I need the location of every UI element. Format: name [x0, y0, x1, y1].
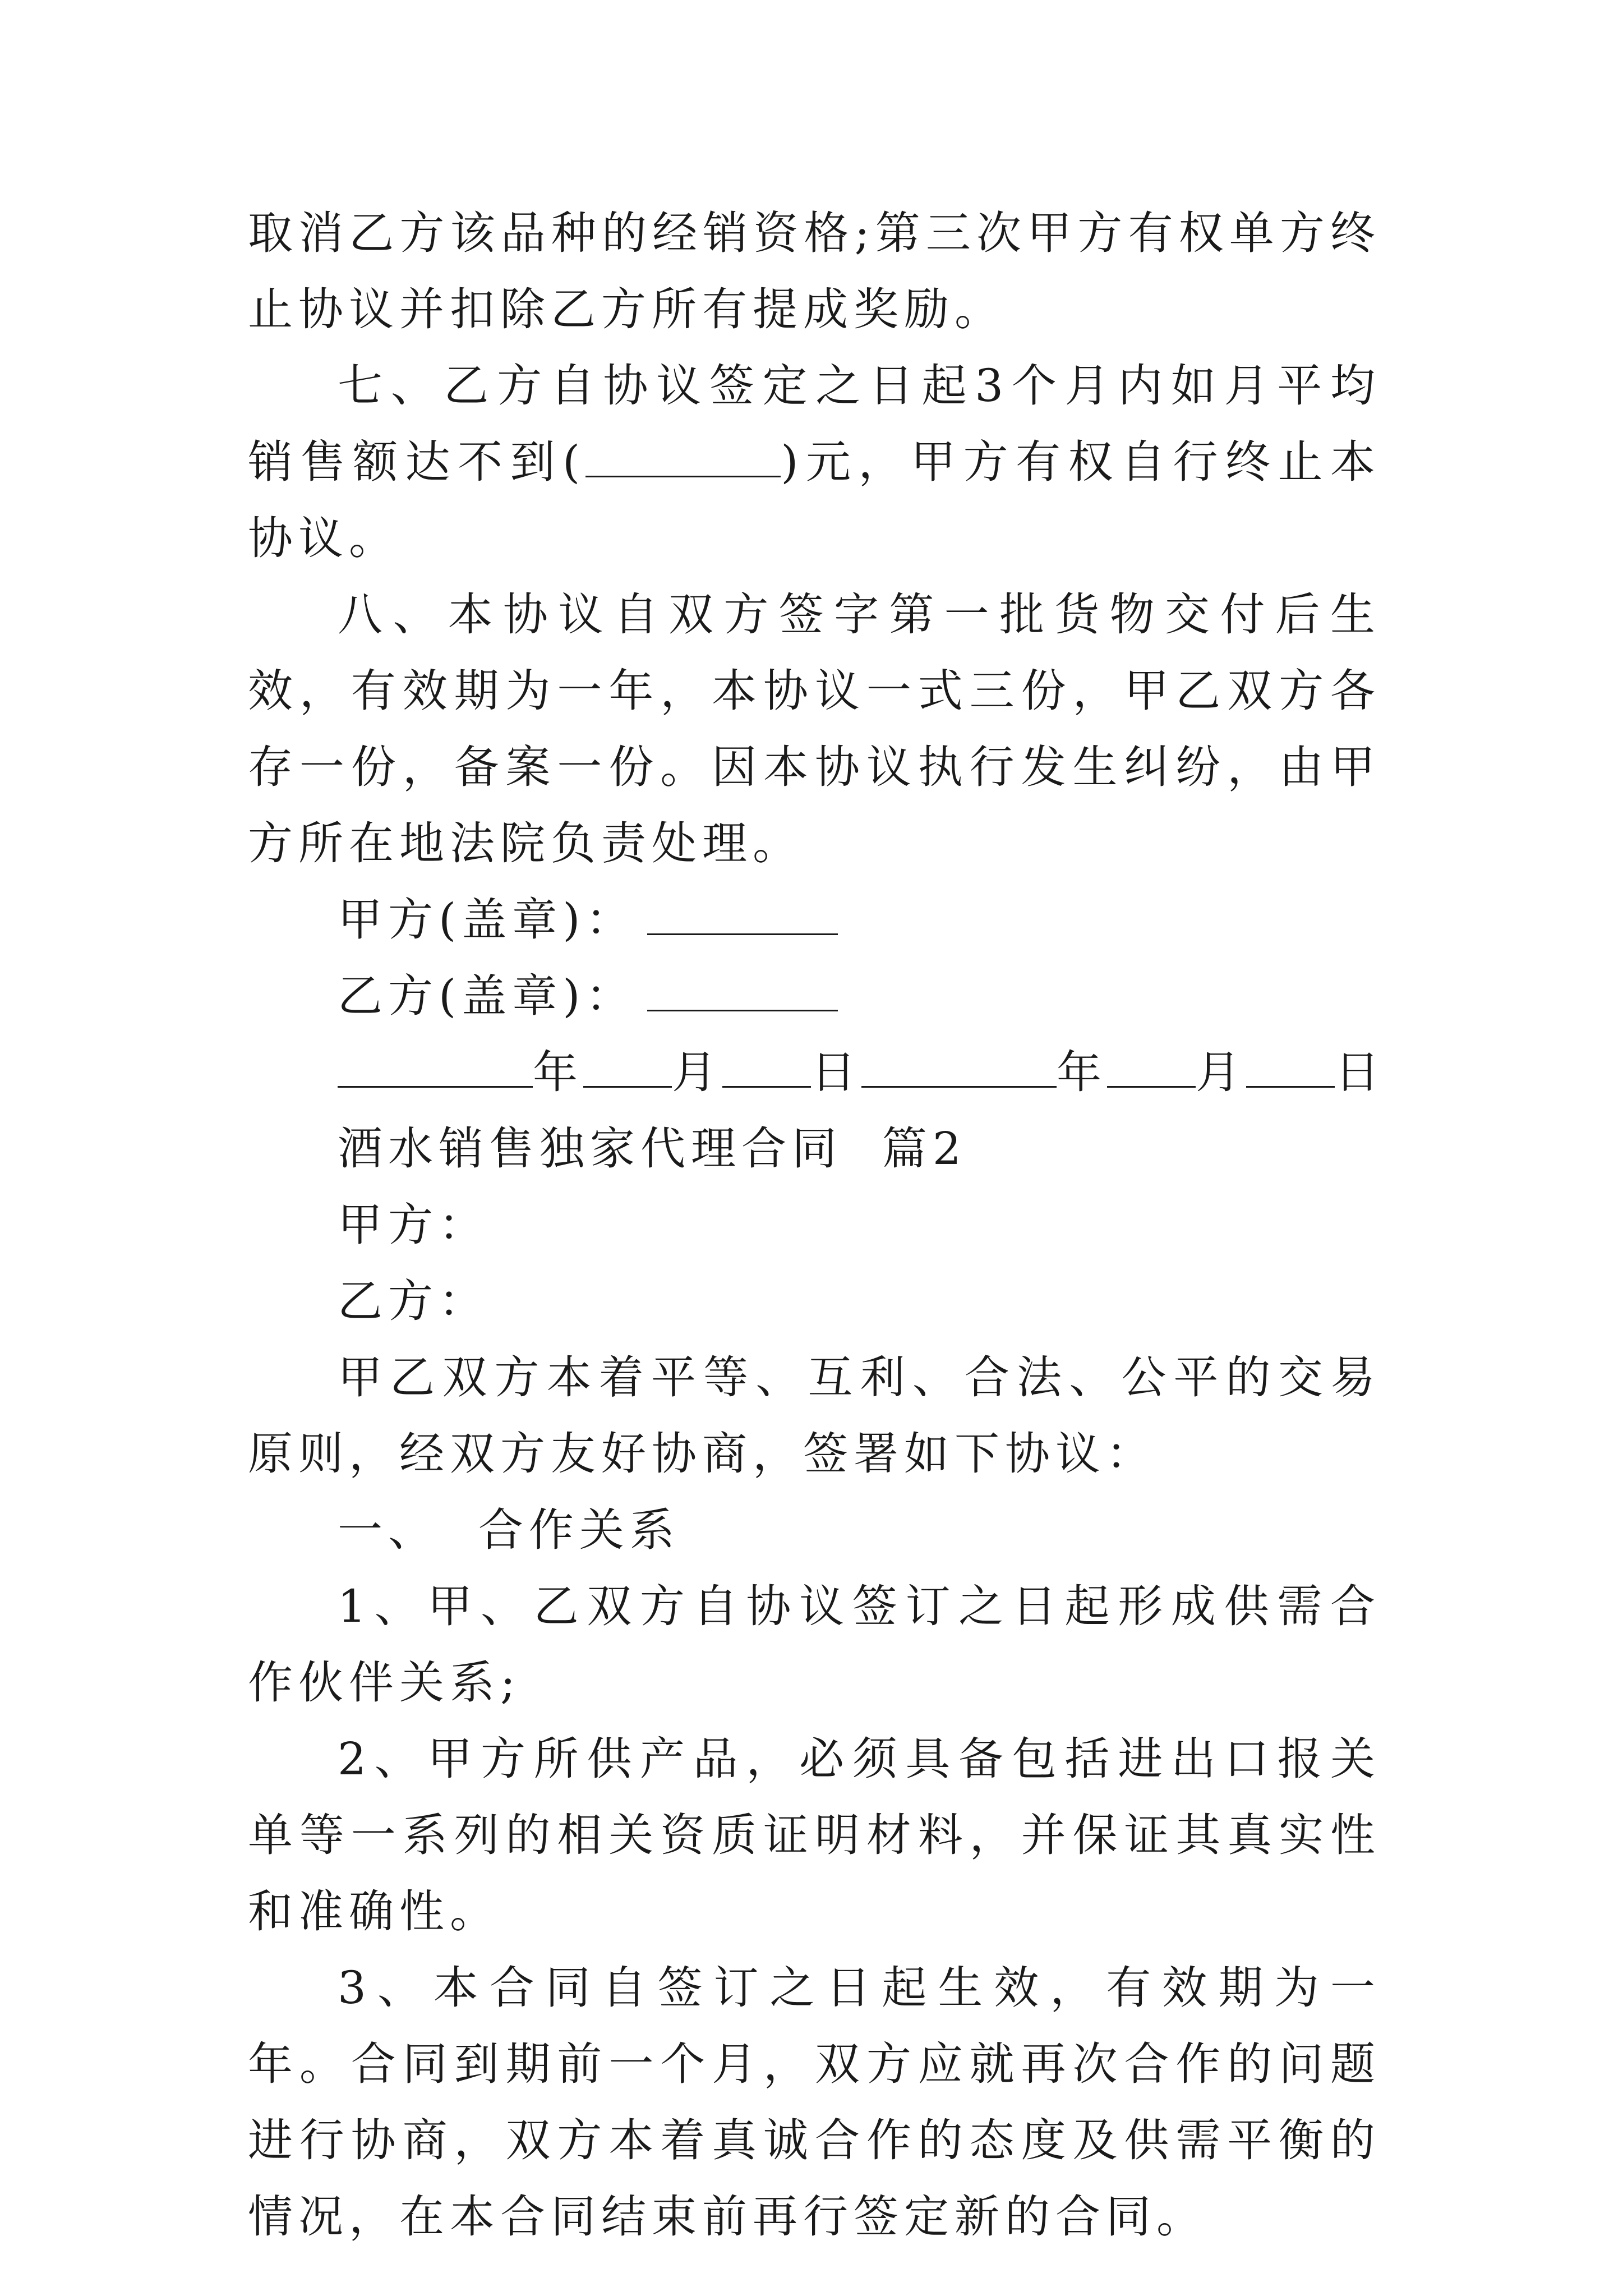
signature-party-a-blank — [647, 899, 838, 935]
date-month-label-a: 月 — [672, 1046, 722, 1098]
date-year-blank-a — [338, 1051, 533, 1088]
date-day-label-b: 日 — [1335, 1046, 1385, 1098]
paragraph-intro: 甲乙双方本着平等、互利、合法、公平的交易原则，经双方友好协商，签署如下协议： — [248, 1351, 1381, 1480]
paragraph-continuation: 取消乙方该品种的经销资格;第三次甲方有权单方终止协议并扣除乙方所有提成奖励。 — [248, 207, 1381, 335]
clause-seven-text-start: 七、乙方自协议签定之日起3个月内如月平均销售额达不到( — [248, 360, 1381, 488]
signature-date-line — [248, 1034, 1385, 1111]
date-month-blank-a — [583, 1051, 672, 1088]
clause-seven-text-end: )元，甲方有权自行终止本协议。 — [248, 436, 1381, 564]
date-day-blank-a — [722, 1051, 811, 1088]
section-heading-cooperation: 一、 合作关系 — [338, 1504, 680, 1556]
paragraph-clause-eight: 八、本协议自双方签字第一批货物交付后生效，有效期为一年，本协议一式三份，甲乙双方各存一份，备案一份。因本协议执行发生纠纷，由甲方所在地法院负责处理。 — [248, 588, 1381, 869]
clause-item-1: 1、甲、乙双方自协议签订之日起形成供需合作伙伴关系; — [248, 1580, 1381, 1709]
date-year-label-b: 年 — [1057, 1046, 1107, 1098]
signature-party-a — [248, 882, 1381, 958]
document-body — [248, 195, 1385, 2255]
signature-party-a-label: 甲方(盖章)： — [338, 894, 637, 946]
date-day-blank-b — [1246, 1051, 1335, 1088]
date-year-blank-b — [861, 1051, 1057, 1088]
party-a-line: 甲方： — [338, 1199, 489, 1251]
clause-item-3: 3、本合同自签订之日起生效，有效期为一年。合同到期前一个月，双方应就再次合作的问题进行协商，双方本着真诚合作的态度及供需平衡的情况，在本合同结束前再行签定新的合同。 — [248, 1962, 1381, 2243]
date-month-label-b: 月 — [1196, 1046, 1246, 1098]
signature-party-b — [248, 958, 1381, 1034]
date-year-label-a: 年 — [533, 1046, 583, 1098]
date-month-blank-b — [1107, 1051, 1196, 1088]
signature-party-b-blank — [647, 975, 838, 1011]
amount-blank — [585, 441, 781, 477]
paragraph-clause-seven — [248, 348, 1381, 577]
date-day-label-a: 日 — [811, 1046, 861, 1098]
clause-item-2: 2、甲方所供产品，必须具备包括进出口报关单等一系列的相关资质证明材料，并保证其真实性和准确性。 — [248, 1733, 1381, 1938]
signature-party-b-label: 乙方(盖章)： — [338, 970, 637, 1022]
contract-title-part-2: 酒水销售独家代理合同 篇2 — [338, 1122, 967, 1175]
party-b-line: 乙方： — [338, 1275, 489, 1327]
